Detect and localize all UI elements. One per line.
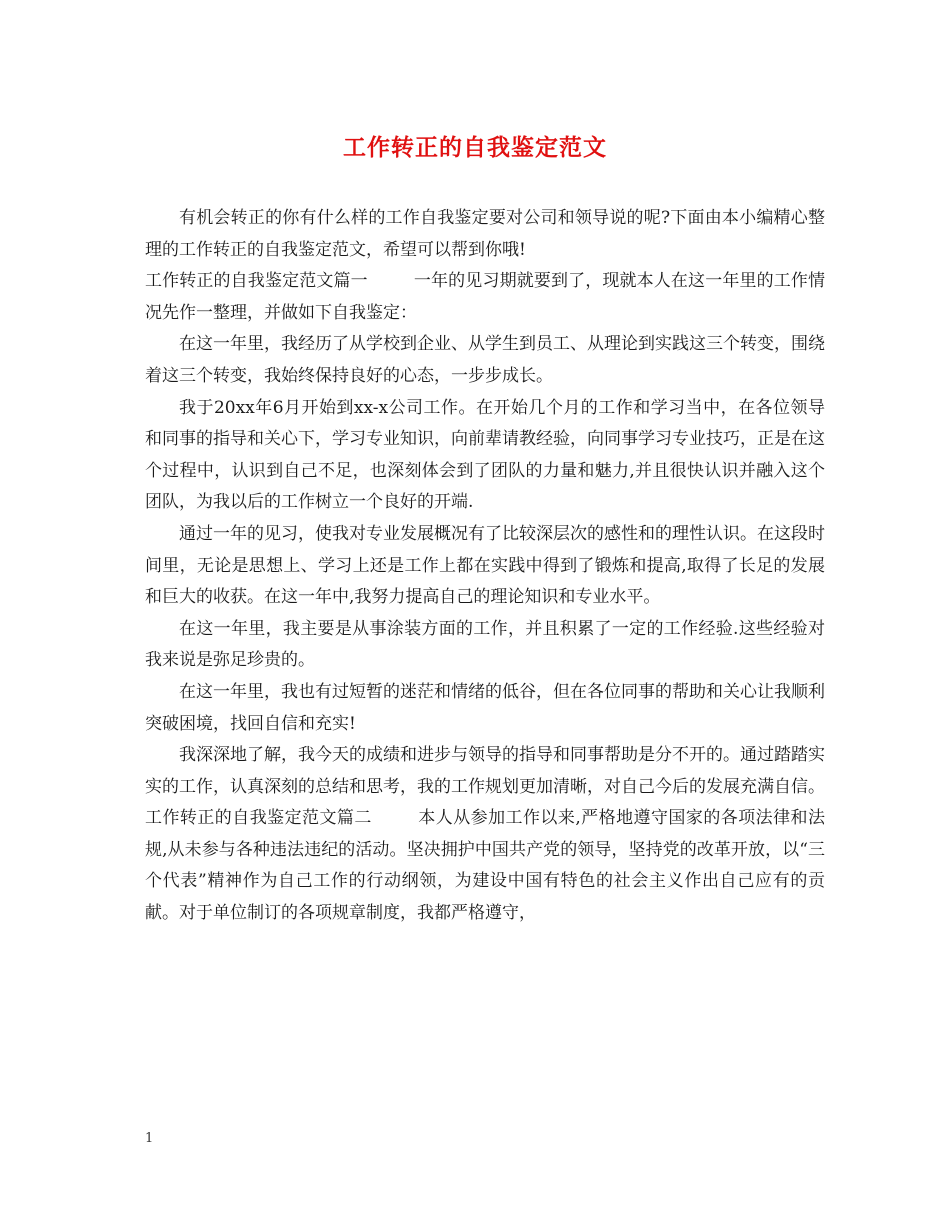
intro-paragraph: 有机会转正的你有什么样的工作自我鉴定要对公司和领导说的呢?下面由本小编精心整理的工作转正的自我鉴定范文，希望可以帮到你哦!	[145, 208, 825, 260]
body-paragraph: 我深深地了解，我今天的成绩和进步与领导的指导和同事帮助是分不开的。通过踏踏实实的工作，认真深刻的总结和思考，我的工作规划更加清晰，对自己今后的发展充满自信。	[145, 745, 825, 797]
document-body	[145, 203, 825, 930]
section-two-heading: 工作转正的自我鉴定范文篇二	[145, 808, 372, 829]
section-one-text: 一年的见习期就要到了，现就本人在这一年里的工作情况先作一整理，并做如下自我鉴定：	[145, 271, 826, 323]
body-paragraph: 在这一年里，我主要是从事涂装方面的工作，并且积累了一定的工作经验.这些经验对我来说是弥足珍贵的。	[145, 618, 825, 671]
section-one-heading: 工作转正的自我鉴定范文篇一	[145, 271, 368, 292]
body-paragraph: 在这一年里，我经历了从学校到企业、从学生到员工、从理论到实践这三个转变，围绕着这三个转变，我始终保持良好的心态，一步步成长。	[145, 334, 825, 386]
page-number: 1	[145, 1131, 154, 1146]
body-paragraph: 我于20xx年6月开始到xx-x公司工作。在开始几个月的工作和学习当中，在各位领导和同事的指导和关心下，学习专业知识，向前辈请教经验，向同事学习专业技巧，正是在这个过程中，认识到自己不足，也深刻体会到了团队的力量和魅力,并且很快认识并融入这个团队，为我以后的工作树立一个良好的开端.	[145, 397, 825, 513]
body-paragraph: 通过一年的见习，使我对专业发展概况有了比较深层次的感性和的理性认识。在这段时间里，无论是思想上、学习上还是工作上都在实践中得到了锻炼和提高,取得了长足的发展和巨大的收获。在这一年中,我努力提高自己的理论知识和专业水平。	[145, 523, 825, 608]
body-paragraph: 在这一年里，我也有过短暂的迷茫和情绪的低谷，但在各位同事的帮助和关心让我顺利突破困境，找回自信和充实!	[145, 681, 825, 734]
document-title: 工作转正的自我鉴定范文	[343, 134, 607, 161]
section-one-paragraph	[145, 266, 825, 329]
section-two-text: 本人从参加工作以来,严格地遵守国家的各项法律和法规,从未参与各种违法违纪的活动。坚决拥护中国共产党的领导，坚持党的改革开放，以“三个代表”精神作为自己工作的行动纲领，为建设中国有特色的社会主义作出自己应有的贡献。对于单位制订的各项规章制度，我都严格遵守，	[145, 808, 826, 924]
section-two-paragraph	[145, 803, 825, 929]
